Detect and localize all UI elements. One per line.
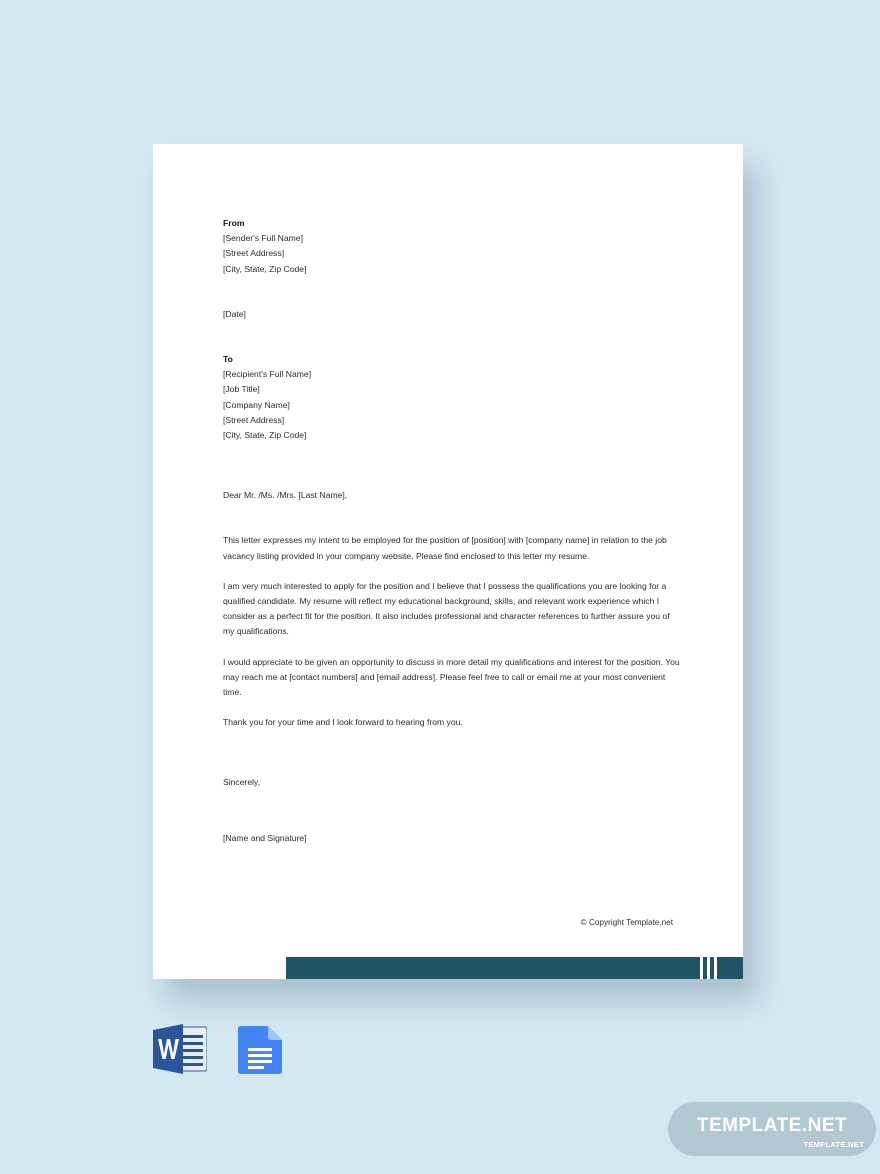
footer-bar (286, 957, 743, 979)
letter-body (223, 216, 683, 846)
recipient-company: [Company Name] (223, 399, 290, 410)
recipient-city: [City, State, Zip Code] (223, 430, 307, 441)
to-heading: To (223, 354, 233, 365)
watermark-logo-text: TEMPLATE.NET (696, 1115, 848, 1136)
sender-street: [Street Address] (223, 248, 285, 259)
salutation: Dear Mr. /Ms. /Mrs. [Last Name], (223, 490, 348, 501)
microsoft-word-icon[interactable] (153, 1024, 207, 1074)
sender-name: [Sender's Full Name] (223, 233, 303, 244)
letter-date: [Date] (223, 308, 246, 319)
footer-stripe (707, 957, 710, 979)
paragraph-intent: This letter expresses my intent to be employed for the position of [position] with [company name] in relation to the job vacancy listing provided in your company website. Please find enclosed to this letter my resume. (223, 535, 667, 561)
closing: Sincerely, (223, 777, 261, 788)
footer-stripe (714, 957, 717, 979)
from-heading: From (223, 218, 245, 228)
paragraph-interest: I am very much interested to apply for the position and I believe that I possess the qualifications you are looking for a qualified candidate. My resume will reflect my educational background, skills, and relevant work experience which I consider as a perfect fit for the position. It also includes professional and character references to further assure you of my qualifications. (223, 580, 670, 637)
google-docs-icon[interactable] (238, 1026, 282, 1074)
watermark-subtext: TEMPLATE.NET (803, 1140, 864, 1149)
paragraph-thanks: Thank you for your time and I look forward to hearing from you. (223, 717, 463, 728)
letter-page (153, 144, 743, 979)
signature-placeholder: [Name and Signature] (223, 832, 307, 843)
paragraph-contact: I would appreciate to be given an opportunity to discuss in more detail my qualifications and interest for the position. You may reach me at [contact numbers] and [email address]. Please feel free to call or email me at your most convenient time. (223, 656, 680, 698)
copyright-note: © Copyright Template.net (580, 918, 673, 927)
template-watermark (668, 1102, 876, 1156)
recipient-job-title: [Job Title] (223, 384, 260, 395)
footer-stripe (700, 957, 703, 979)
recipient-street: [Street Address] (223, 414, 285, 425)
sender-city: [City, State, Zip Code] (223, 263, 307, 274)
recipient-name: [Recipient's Full Name] (223, 369, 312, 380)
